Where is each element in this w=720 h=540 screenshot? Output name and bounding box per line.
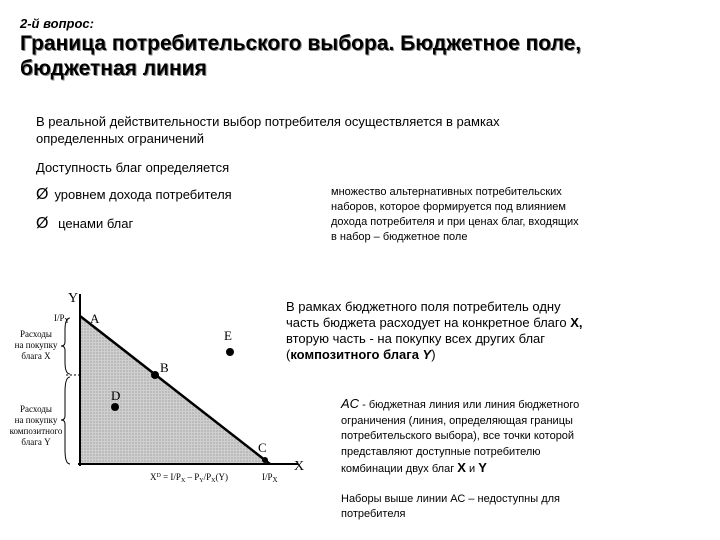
- note-line: потребителя: [341, 508, 406, 520]
- point-b-label: B: [160, 360, 169, 375]
- arrow-bullet-icon: Ø: [36, 186, 49, 203]
- x-axis-label: X: [294, 459, 305, 474]
- y-intercept-label: $I/P_Y$: [54, 313, 70, 325]
- unavailable-sets-note: [341, 492, 671, 522]
- definition-line: в набор – бюджетное поле: [331, 231, 468, 243]
- y-axis-label: Y: [68, 291, 79, 306]
- svg-text:Расходы: Расходы: [20, 329, 52, 339]
- title-line-2: бюджетная линия: [20, 57, 207, 80]
- intro-text: [36, 113, 676, 147]
- definition-line: комбинации двух благ X и Y: [341, 460, 487, 475]
- bullet-text: ценами благ: [54, 216, 134, 231]
- intro-line-2: определенных ограничений: [36, 131, 205, 146]
- y-spending-label: [10, 404, 63, 447]
- budget-line-chart: [0, 280, 330, 500]
- budget-field-explanation: [286, 299, 686, 363]
- explanation-line: часть бюджета расходует на конкретное благо X,: [286, 315, 583, 330]
- bullet-item-income: [36, 186, 232, 204]
- definition-line: AC - бюджетная линия или линия бюджетного: [341, 396, 580, 411]
- explanation-line: вторую часть - на покупку всех других благ: [286, 331, 546, 346]
- point-c: [262, 457, 268, 463]
- definition-line: дохода потребителя и при ценах благ, входящих: [331, 216, 579, 228]
- point-c-label: C: [258, 440, 267, 455]
- bullet-text: уровнем дохода потребителя: [54, 187, 232, 202]
- page-title: [20, 31, 710, 81]
- svg-text:композитного: композитного: [9, 426, 63, 436]
- definition-line: представляют доступные потребителю: [341, 445, 541, 458]
- svg-text:блага X: блага X: [21, 351, 51, 361]
- x-spending-label: [15, 329, 58, 361]
- svg-text:блага Y: блага Y: [21, 437, 51, 447]
- definition-line: наборов, которое формируется под влиянием: [331, 201, 566, 213]
- point-d-label: D: [111, 388, 121, 403]
- point-e-label: E: [224, 328, 232, 343]
- bullet-item-prices: [36, 215, 133, 233]
- demand-formula: $X^D = I/P_X - P_Y/P_X(Y)$: [150, 472, 228, 484]
- definition-line: потребительского выбора), все точки которой: [341, 430, 575, 442]
- budget-field-definition: [331, 185, 671, 245]
- explanation-line: В рамках бюджетного поля потребитель одну: [286, 299, 561, 314]
- point-d: [111, 403, 119, 411]
- arrow-bullet-icon: Ø: [36, 215, 49, 232]
- availability-heading: Доступность благ определяется: [36, 160, 230, 175]
- budget-line-definition: [341, 396, 686, 478]
- intro-line-1: В реальной действительности выбор потребителя осуществляется в рамках: [36, 114, 500, 129]
- svg-text:на покупку: на покупку: [14, 340, 58, 350]
- x-intercept-label: $I/P_X$: [262, 472, 278, 484]
- point-e: [226, 348, 234, 356]
- svg-text:на покупку: на покупку: [14, 415, 58, 425]
- point-a-label: A: [90, 311, 100, 326]
- definition-line: множество альтернативных потребительских: [331, 186, 562, 198]
- point-b: [151, 371, 159, 379]
- explanation-line: (композитного блага Y): [286, 347, 436, 362]
- note-line: Наборы выше линии АС – недоступны для: [341, 493, 560, 505]
- question-label: 2-й вопрос:: [20, 16, 94, 31]
- definition-line: ограничения (линия, определяющая границы: [341, 414, 573, 427]
- svg-text:Расходы: Расходы: [20, 404, 52, 414]
- brace-x: [61, 318, 70, 374]
- title-line-1: Граница потребительского выбора. Бюджетное поле,: [20, 32, 582, 55]
- brace-y: [61, 377, 70, 464]
